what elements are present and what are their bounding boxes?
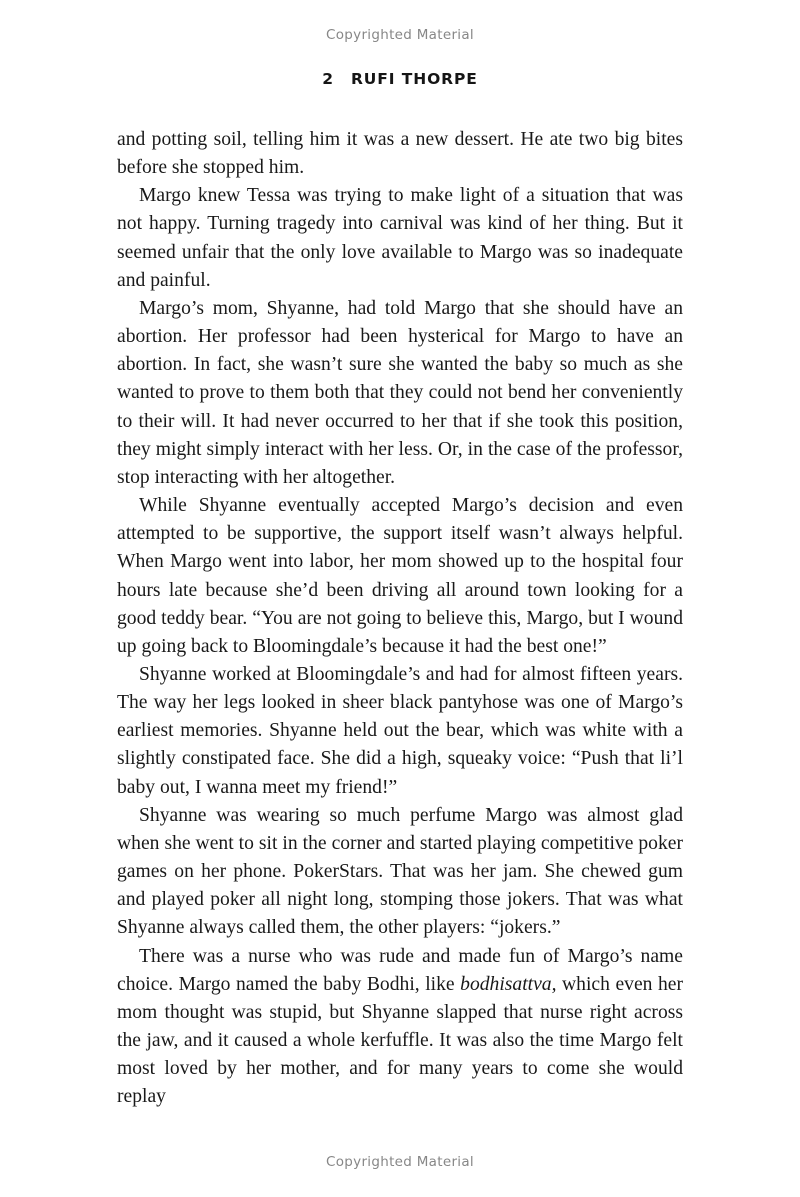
paragraph-7-tail: which even her mom thought was stupid, but Shyanne slapped that nurse right across the jaw, and it caused a whole kerfuffle. It was also the time Margo felt most loved by her mother, and for many years to come she would replay bbox=[117, 973, 683, 1108]
running-head bbox=[0, 70, 800, 88]
copyright-watermark-top: Copyrighted Material bbox=[326, 27, 474, 43]
paragraph-7 bbox=[117, 943, 683, 1112]
paragraph-1: and potting soil, telling him it was a new dessert. He ate two big bites before she stopped him. bbox=[117, 129, 683, 179]
paragraph-7-lead: There was a nurse who was rude and made fun of Margo’s name choice. Margo named the baby Bodhi, like bbox=[117, 945, 683, 995]
italic-term-bodhisattva: bodhisattva, bbox=[460, 973, 557, 995]
paragraph-4: While Shyanne eventually accepted Margo’s decision and even attempted to be supportive, the support itself wasn’t always helpful. When Margo went into labor, her mom showed up to the hospital four hours late because she’d been driving all around town looking for a good teddy bear. “You are not going to believe this, Margo, but I wound up going back to Bloomingdale’s because it had the best one!” bbox=[117, 495, 683, 657]
copyright-watermark-bottom: Copyrighted Material bbox=[326, 1154, 474, 1170]
paragraph-2: Margo knew Tessa was trying to make light of a situation that was not happy. Turning tragedy into carnival was kind of her thing. But it seemed unfair that the only love available to Margo was so inadequate and painful. bbox=[117, 185, 683, 291]
paragraph-3: Margo’s mom, Shyanne, had told Margo that she should have an abortion. Her professor had been hysterical for Margo to have an abortion. In fact, she wasn’t sure she wanted the baby so much as she wanted to prove to them both that they could not bend her conveniently to their will. It had never occurred to her that if she took this position, they might simply interact with her less. Or, in the case of the professor, stop interacting with her altogether. bbox=[117, 297, 683, 488]
paragraph-6: Shyanne was wearing so much perfume Margo was almost glad when she went to sit in the corner and started playing competitive poker games on her phone. PokerStars. That was her jam. She chewed gum and played poker all night long, stomping those jokers. That was what Shyanne always called them, the other players: “jokers.” bbox=[117, 804, 683, 939]
page-number: 2 bbox=[322, 70, 334, 88]
author-name: RUFI THORPE bbox=[350, 70, 478, 88]
paragraph-5: Shyanne worked at Bloomingdale’s and had for almost fifteen years. The way her legs looked in sheer black pantyhose was one of Margo’s earliest memories. Shyanne held out the bear, which was white with a slightly constipated face. She did a high, squeaky voice: “Push that li’l baby out, I wanna meet my friend!” bbox=[117, 663, 683, 798]
body-text-block bbox=[117, 126, 683, 1111]
